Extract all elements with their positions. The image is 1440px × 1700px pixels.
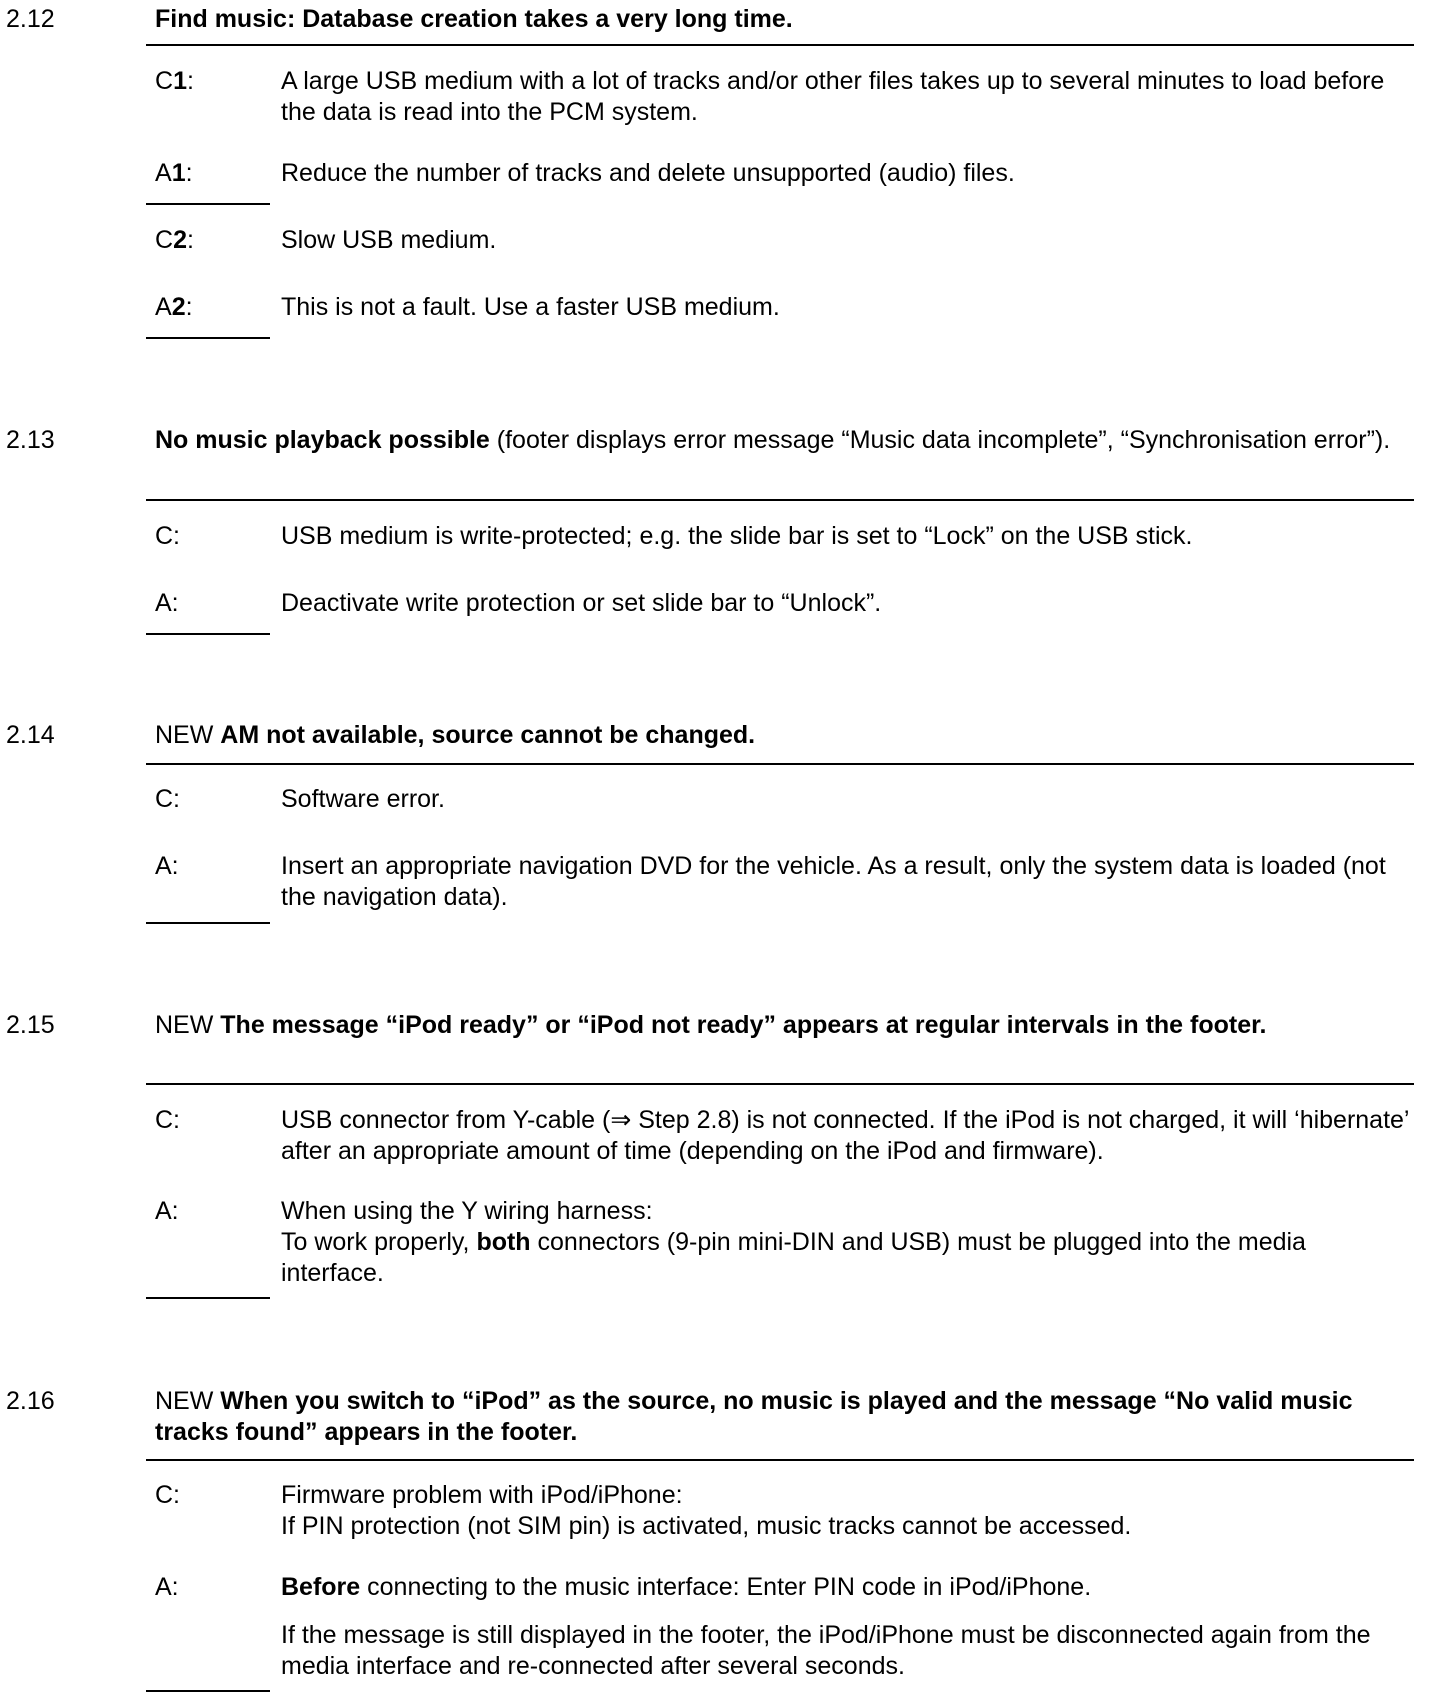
item-separator — [146, 633, 270, 635]
action-text: Deactivate write protection or set slide bar to “Unlock”. — [281, 589, 882, 617]
section-number: 2.15 — [6, 1011, 55, 1039]
item-separator — [146, 203, 270, 205]
cause-text: Slow USB medium. — [281, 226, 497, 254]
cause-label: C1: — [155, 67, 194, 95]
action-text: This is not a fault. Use a faster USB medium. — [281, 293, 780, 321]
action-label: A1: — [155, 159, 193, 187]
cause-text: A large USB medium with a lot of tracks and/or other files takes up to several minutes to load before the data is read into the PCM system. — [281, 67, 1385, 126]
section-title: NEW When you switch to “iPod” as the source, no music is played and the message “No valid music tracks found” appears in the footer. — [155, 1387, 1353, 1446]
cause-text: USB connector from Y-cable (⇒ Step 2.8) is not connected. If the iPod is not charged, it will ‘hibernate’ after an appropriate amount of time (depending on the iPod and firmware). — [281, 1106, 1409, 1165]
action-label: A2: — [155, 293, 193, 321]
section-number: 2.16 — [6, 1387, 55, 1415]
section-title: Find music: Database creation takes a very long time. — [155, 5, 793, 33]
section-number: 2.12 — [6, 5, 55, 33]
action-label: A: — [155, 1197, 179, 1225]
section-title: No music playback possible (footer displays error message “Music data incomplete”, “Synchronisation error”). — [155, 426, 1391, 454]
action-label: A: — [155, 589, 179, 617]
cause-text: Software error. — [281, 785, 445, 813]
item-separator — [146, 1690, 270, 1692]
action-text: Before connecting to the music interface: Enter PIN code in iPod/iPhone. If the message is still displayed in the footer, the iPod/iPhone must be disconnected again from the media interface and re-connected after several seconds. — [281, 1573, 1371, 1680]
item-separator — [146, 1297, 270, 1299]
action-label: A: — [155, 852, 179, 880]
section-rule — [146, 763, 1414, 765]
action-text: Insert an appropriate navigation DVD for the vehicle. As a result, only the system data is loaded (not the navigation data). — [281, 852, 1386, 911]
section-rule — [146, 44, 1414, 46]
action-text: When using the Y wiring harness: To work properly, both connectors (9-pin mini-DIN and USB) must be plugged into the media interface. — [281, 1197, 1306, 1287]
section-rule — [146, 1083, 1414, 1085]
cause-text: USB medium is write-protected; e.g. the slide bar is set to “Lock” on the USB stick. — [281, 522, 1193, 550]
cause-label: C: — [155, 522, 180, 550]
section-rule — [146, 499, 1414, 501]
section-number: 2.14 — [6, 721, 55, 749]
action-text: Reduce the number of tracks and delete unsupported (audio) files. — [281, 159, 1015, 187]
section-number: 2.13 — [6, 426, 55, 454]
section-title: NEW The message “iPod ready” or “iPod not ready” appears at regular intervals in the footer. — [155, 1011, 1267, 1039]
section-rule — [146, 1459, 1414, 1461]
item-separator — [146, 922, 270, 924]
cause-label: C: — [155, 785, 180, 813]
cause-label: C: — [155, 1481, 180, 1509]
cause-label: C: — [155, 1106, 180, 1134]
cause-label: C2: — [155, 226, 194, 254]
item-separator — [146, 337, 270, 339]
section-title: NEW AM not available, source cannot be changed. — [155, 721, 756, 749]
cause-text: Firmware problem with iPod/iPhone: If PIN protection (not SIM pin) is activated, music tracks cannot be accessed. — [281, 1481, 1132, 1540]
action-label: A: — [155, 1573, 179, 1601]
